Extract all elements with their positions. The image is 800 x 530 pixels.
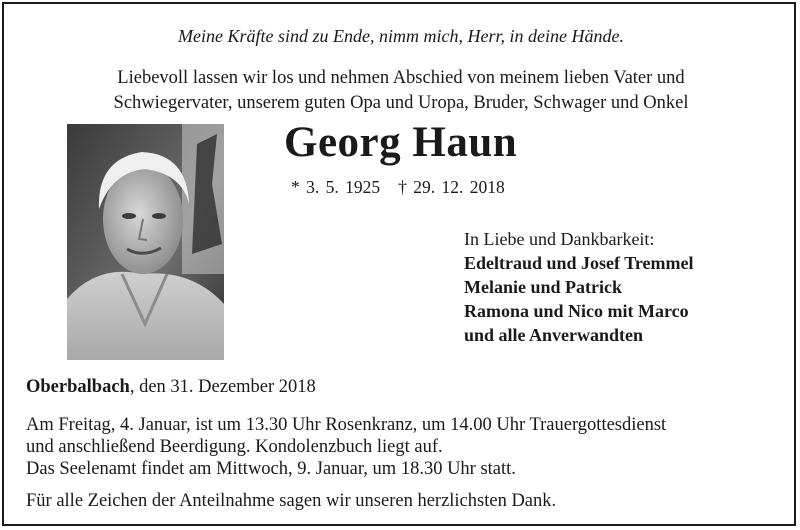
mourner-line: Edeltraud und Josef Tremmel bbox=[464, 253, 694, 273]
bible-verse: Meine Kräfte sind zu Ende, nimm mich, Herr, in deine Hände. bbox=[178, 26, 624, 46]
service-line-3: Das Seelenamt findet am Mittwoch, 9. Januar, um 18.30 Uhr statt. bbox=[26, 459, 516, 479]
deceased-name: Georg Haun bbox=[284, 119, 518, 166]
mourner-line: Melanie und Patrick bbox=[464, 277, 622, 297]
life-dates bbox=[291, 177, 505, 198]
notice-date: , den 31. Dezember 2018 bbox=[129, 377, 316, 397]
service-details bbox=[26, 414, 666, 480]
place-date-line bbox=[26, 377, 316, 398]
intro-line-2: Schwiegervater, unserem guten Opa und Uropa, Bruder, Schwager und Onkel bbox=[113, 93, 689, 113]
obituary-notice bbox=[2, 2, 796, 526]
service-line-1: Am Freitag, 4. Januar, ist um 13.30 Uhr Rosenkranz, um 14.00 Uhr Trauergottesdienst bbox=[26, 415, 667, 435]
mourners-block bbox=[464, 227, 694, 347]
mourner-line: Ramona und Nico mit Marco bbox=[464, 301, 689, 321]
mourners-heading: In Liebe und Dankbarkeit: bbox=[464, 229, 655, 249]
place-name: Oberbalbach bbox=[26, 377, 130, 397]
thanks-line: Für alle Zeichen der Anteilnahme sagen wir unseren herzlichsten Dank. bbox=[26, 491, 557, 511]
birth-date: * 3. 5. 1925 bbox=[291, 177, 381, 197]
mourner-line: und alle Anverwandten bbox=[464, 325, 644, 345]
intro-line-1: Liebevoll lassen wir los und nehmen Abschied von meinem lieben Vater und bbox=[117, 68, 685, 88]
death-date: † 29. 12. 2018 bbox=[398, 177, 505, 197]
service-line-2: und anschließend Beerdigung. Kondolenzbuch liegt auf. bbox=[26, 437, 443, 457]
intro-text bbox=[4, 66, 798, 116]
portrait-photo bbox=[67, 124, 224, 360]
